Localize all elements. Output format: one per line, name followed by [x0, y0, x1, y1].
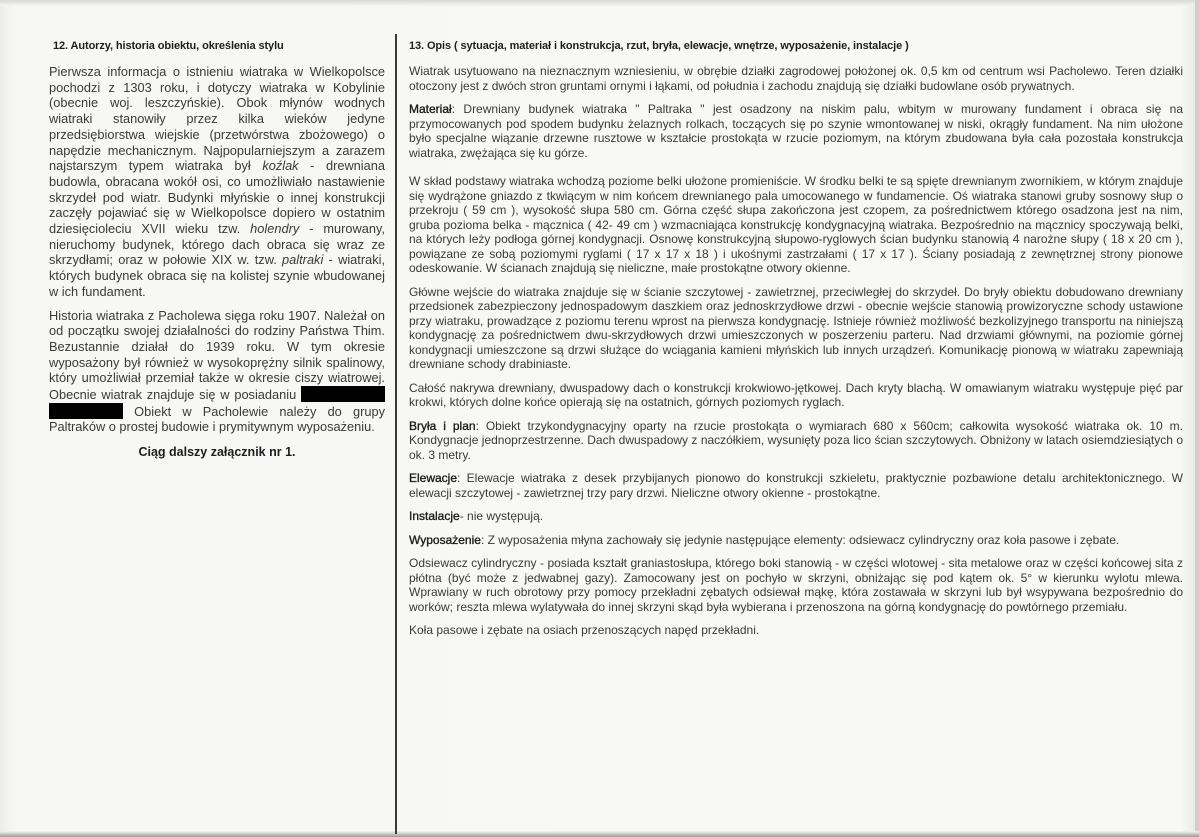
- material-label: Materiał: [409, 102, 452, 116]
- installations-label: Instalacje: [409, 509, 460, 523]
- term-holendry: holendry: [250, 221, 300, 237]
- redacted-owner-1: [301, 386, 385, 402]
- scan-edge-top: [0, 0, 1199, 6]
- elevations-label: Elewacje: [409, 471, 458, 485]
- scan-edge-bottom: [0, 831, 1199, 837]
- section-13-description: [409, 40, 1183, 647]
- section-13-heading: 13. Opis ( sytuacja, materiał i konstrukcja, rzut, bryła, elewacje, wnętrze, wyposażenie, instalacje ): [409, 40, 909, 52]
- section-12-heading: 12. Autorzy, historia obiektu, określenia stylu: [53, 40, 284, 52]
- form-label: Bryła i plan: [409, 418, 476, 433]
- history-paragraph-1: Pierwsza informacja o istnieniu wiatraka w Wielkopolsce pochodzi z 1303 roku, i dotyczy wiatraka w Kobylinie (obecnie woj. leszczyńskie). Obok młynów wodnych wiatraki stanowiły przez kilka wieków jedyne przedsiębiorstwa wiejskie (przetwórstwa zbożowego) o napędzie mechanicznym. Najpopularniejszym a zarazem najstarszym typem wiatraka był koźlak - drewniana budowla, obracana wokół osi, co umożliwiało nastawienie skrzydeł pod wiatr. Budynki młyńskie o innej konstrukcji zaczęły pojawiać się w Wielkopolsce dopiero w ostatnim dziesięcioleciu XVII wieku tzw. holendry - murowany, nieruchomy budynek, którego dach obraca się wraz ze skrzydłami; oraz w połowie XIX w. tzw. paltraki - wiatraki, których budynek obraca się na kolistej szynie wbudowanej w ich fundament.: [49, 64, 386, 299]
- elevations-paragraph: Elewacje: Elewacje wiatraka z desek przybijanych pionowo do konstrukcji szkieletu, praktycznie pozbawione detalu architektonicznego. W elewacji szczytowej - zawietrznej trzy pary drzwi. Nieliczne otwory okienne - prostokątne.: [409, 471, 1183, 500]
- roof-paragraph: Całość nakrywa drewniany, dwuspadowy dach o konstrukcji krokwiowo-jętkowej. Dach kryty blachą. W omawianym wiatraku występuje pięć par krokwi, których dolne końce opierają się na ostatnich, górnych poziomych ryglach.: [409, 380, 1183, 409]
- construction-paragraph: W skład podstawy wiatraka wchodzą poziome belki ułożone promieniście. W środku belki te są spięte drewnianym zwornikiem, w którym znajduje się wydrążone gniazdo z tkwiącym w nim końcem drewnianego pala umocowanego w fundamencie. Oś wiatraka stanowi gruby sosnowy słup o przekroju ( 59 cm ), wysokość słupa 580 cm. Górna część słupa zakończona jest czopem, za pośrednictwem którego osadzona jest na nim, gruba pozioma belka - mącznica ( 42- 49 cm ) wzmacniająca konstrukcję kondygnacyjną wiatraka. Bezpośrednio na mącznicy spoczywają belki, na których leży podłoga górnej kondygnacji. Osnowę konstrukcyjną słupowo-ryglowych ścian budynku stanowią 4 narożne słupy ( 18 x 20 cm ), powiązane ze sobą poziomymi ryglami ( 17 x 17 x 18 ) i ukośnymi zastrzałami ( 17 x 17 ). Ściany posiadają z zewnętrznej strony pionowe odeskowanie. W ścianach znajdują się nieliczne, małe prostokątne otwory okienne.: [409, 174, 1183, 275]
- installations-paragraph: Instalacje- nie występują.: [409, 509, 544, 523]
- equipment-label: Wyposażenie: [409, 532, 481, 547]
- term-paltraki: paltraki: [282, 252, 324, 268]
- continued-annex-note: Ciąg dalszy załącznik nr 1.: [138, 445, 296, 460]
- section-12-history: [49, 40, 385, 459]
- column-divider: [395, 34, 397, 834]
- equipment-paragraph: Wyposażenie: Z wyposażenia młyna zachowały się jedynie następujące elementy: odsiewacz cylindryczny oraz koła pasowe i zębate.: [409, 532, 1120, 547]
- material-paragraph: Materiał: Drewniany budynek wiatraka " Paltraka " jest osadzony na niskim palu, wbitym w murowany fundament i obraca się na przymocowanych pod spodem budynku żelaznych rolkach, toczących się po szynie wmontowanej w niski, okrągły fundament. Na nim ułożone było specjalne wiązanie drzewne rusztowe w kształcie prostokąta w rzucie poziomym, na którym zbudowana była cała pozostała konstrukcja wiatraka, zwężająca się ku górze.: [409, 102, 1183, 160]
- history-paragraph-2: Historia wiatraka z Pacholewa sięga roku 1907. Należał on od początku swojej działalności do rodziny Państwa Thim. Bezustannie działał do 1939 roku. W tym okresie wyposażony był również w wysokoprężny silnik spalinowy, który umożliwiał przemiał także w okresie ciszy wiatrowej. Obecnie wiatrak znajduje się w posiadaniu Obiekt w Pacholewie należy do grupy Paltraków o prostej budowie i prymitywnym wyposażeniu.: [49, 307, 385, 435]
- wheels-paragraph: Koła pasowe i zębate na osiach przenoszących napęd przekładni.: [409, 623, 760, 637]
- sifter-paragraph: Odsiewacz cylindryczny - posiada kształt graniastosłupa, którego boki stanowią - w części wlotowej - sita metalowe oraz w części końcowej sita z płótna (być może z jedwabnej gazy). Zamocowany jest on pochyło w skrzyni, obniżając się pod kątem ok. 5° w kierunku wylotu mlewa. Wprawiany w ruch obrotowy przy pomocy przekładni zębatych odsiewał mąkę, która zostawała w skrzyni lub był wsypywana bezpośrednio do worków; reszta mlewa wylatywała do innej skrzyni skąd była wybierana i przenoszona na górną kondygnację do powtórnego przemiału.: [409, 556, 1183, 614]
- situation-paragraph: Wiatrak usytuowano na nieznacznym wzniesieniu, w obrębie działki zagrodowej położonej ok. 0,5 km od centrum wsi Pacholewo. Teren działki otoczony jest z dwóch stron gruntami ornymi i łąkami, od południa i zachodu znajdują się działki budowlane osób prywatnych.: [409, 64, 1183, 93]
- entrance-paragraph: Główne wejście do wiatraka znajduje się w ścianie szczytowej - zawietrznej, przeciwległej do skrzydeł. Do bryły obiektu dobudowano drewniany przedsionek zabezpieczony jednospadowym daszkiem oraz jednoskrzydłowe drzwi - obecnie wejście stanowią prowizoryczne schody ustawione przy wiatraku, prowadzące z poziomu terenu wprost na pierwsza kondygnację. Istnieje również możliwość bezkolizyjnego transportu na niniejszą kondygnację za pośrednictwem dwu-skrzydłowych drzwi umieszczonych w poszerzeniu parteru. Nad drzwiami głównymi, na poziomie górnej kondygnacji umieszczone są drzwi służące do wciągania kamieni młyńskich lub innych urządzeń. Komunikację pionową w wiatraku zapewniają drewniane schody drabiniaste.: [409, 284, 1183, 371]
- redacted-owner-2: [49, 403, 123, 419]
- scan-edge-right: [1195, 0, 1199, 837]
- form-paragraph: Bryła i plan: Obiekt trzykondygnacyjny oparty na rzucie prostokąta o wymiarach 680 x 560cm; całkowita wysokość wiatraka ok. 10 m. Kondygnacje jednoprzestrzenne. Dach dwuspadowy z naczółkiem, wysunięty poza lico ścian szczytowych. Obniżony w latach osiemdziesiątych o ok. 3 metry.: [409, 418, 1183, 462]
- term-kozlak: koźlak: [262, 158, 299, 174]
